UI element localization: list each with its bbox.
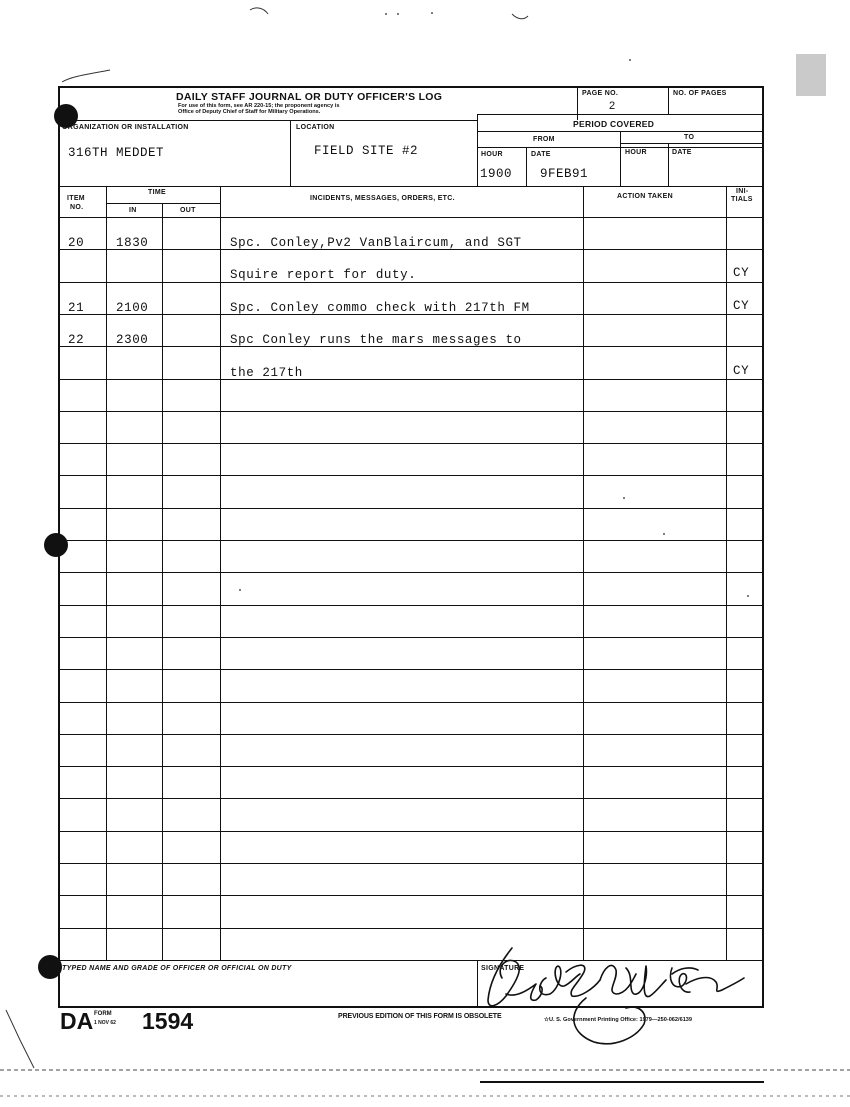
time-in-label: IN <box>129 207 137 214</box>
no-of-pages-label: NO. OF PAGES <box>673 90 727 97</box>
location-label: LOCATION <box>296 124 335 131</box>
entry-text: Spc Conley runs the mars messages to <box>230 333 522 347</box>
location-value: FIELD SITE #2 <box>314 144 419 158</box>
from-date-label: DATE <box>531 151 551 158</box>
item-label: ITEM <box>67 195 85 202</box>
entry-item-no: 21 <box>68 301 85 315</box>
from-hour-label: HOUR <box>481 151 503 158</box>
incidents-label: INCIDENTS, MESSAGES, ORDERS, ETC. <box>310 195 455 202</box>
entry-item-no: 22 <box>68 333 85 347</box>
form-da: DA <box>60 1008 94 1034</box>
entry-initials: CY <box>733 266 750 280</box>
entry-text: Spc. Conley,Pv2 VanBlaircum, and SGT <box>230 236 522 250</box>
page-no-label: PAGE NO. <box>582 90 619 97</box>
entry-time-in: 1830 <box>116 236 149 250</box>
typed-name-label: TYPED NAME AND GRADE OF OFFICER OR OFFICIAL ON DUTY <box>62 965 292 972</box>
action-taken-label: ACTION TAKEN <box>617 193 673 200</box>
to-date-label: DATE <box>672 149 692 156</box>
gpo-imprint: ☆U. S. Government Printing Office: 1979—250-062/6139 <box>544 1017 693 1023</box>
from-hour-value: 1900 <box>480 167 513 181</box>
previous-edition-notice: PREVIOUS EDITION OF THIS FORM IS OBSOLETE <box>338 1013 502 1020</box>
from-date-value: 9FEB91 <box>540 167 589 181</box>
organization-label: ORGANIZATION OR INSTALLATION <box>62 124 189 131</box>
entry-text: the 217th <box>230 366 303 380</box>
form-date: 1 NOV 62 <box>94 1020 116 1026</box>
item-no-label: NO. <box>70 204 84 211</box>
initials-label-1: INI- <box>736 188 749 195</box>
to-hour-label: HOUR <box>625 149 647 156</box>
entry-initials: CY <box>733 364 750 378</box>
period-covered-label: PERIOD COVERED <box>573 119 655 129</box>
entry-text: Squire report for duty. <box>230 268 417 282</box>
from-label: FROM <box>533 136 555 143</box>
entry-item-no: 20 <box>68 236 85 250</box>
form-subtitle-line2: Office of Deputy Chief of Staff for Military Operations. <box>178 109 321 115</box>
form-number: 1594 <box>142 1008 194 1034</box>
time-out-label: OUT <box>180 207 196 214</box>
form-subtitle-line1: For use of this form, see AR 220-15; the proponent agency is <box>178 103 340 109</box>
organization-value: 316TH MEDDET <box>68 146 165 160</box>
entry-initials: CY <box>733 299 750 313</box>
signature-label: SIGNATURE <box>481 965 525 972</box>
page-no-value: 2 <box>609 100 616 112</box>
entry-time-in: 2300 <box>116 333 149 347</box>
form-title: DAILY STAFF JOURNAL OR DUTY OFFICER'S LOG <box>176 91 443 103</box>
to-label: TO <box>684 134 695 141</box>
entry-text: Spc. Conley commo check with 217th FM <box>230 301 530 315</box>
form-word: FORM <box>94 1011 112 1017</box>
initials-label-2: TIALS <box>731 196 753 203</box>
entry-time-in: 2100 <box>116 301 149 315</box>
time-label: TIME <box>148 189 166 196</box>
